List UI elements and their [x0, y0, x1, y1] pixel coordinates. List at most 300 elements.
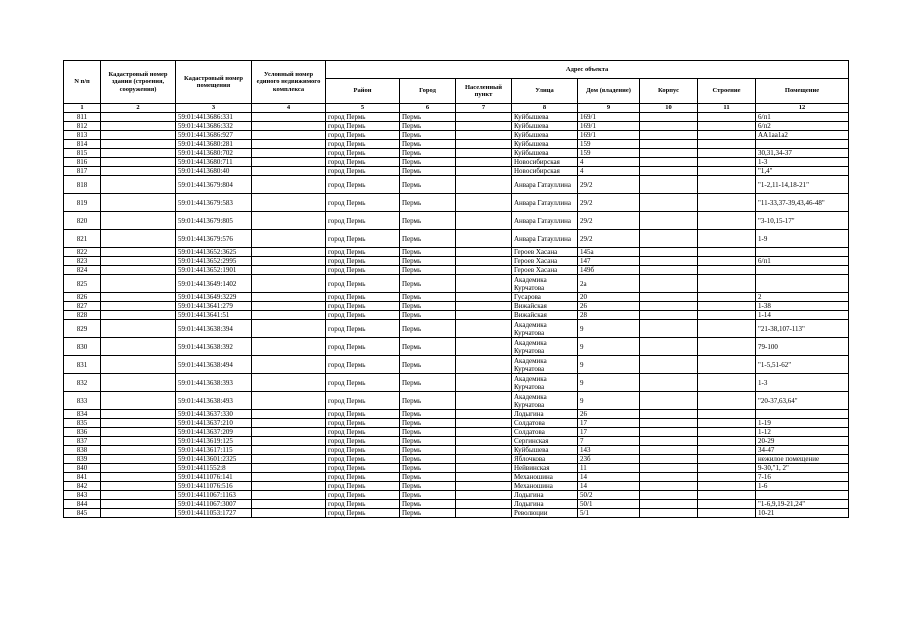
building-cell	[698, 392, 756, 410]
city-cell: Пермь	[400, 122, 456, 131]
header-house: Дом (владение)	[578, 79, 640, 104]
header-building: Строение	[698, 79, 756, 104]
district-cell: город Пермь	[326, 482, 400, 491]
room-cadastral-cell: 59:01:4413652:1901	[176, 266, 252, 275]
city-cell: Пермь	[400, 446, 456, 455]
row-number: 817	[64, 167, 101, 176]
table-row	[64, 392, 849, 410]
building-cadastral-cell	[101, 410, 176, 419]
street-cell: Куйбышева	[512, 122, 578, 131]
corpus-cell	[640, 131, 698, 140]
house-cell: 159	[578, 149, 640, 158]
room-cell: 30,31,34-37	[756, 149, 849, 158]
settlement-cell	[456, 464, 512, 473]
room-cell: 9-30,"1, 2"	[756, 464, 849, 473]
room-cadastral-cell: 59:01:4413619:125	[176, 437, 252, 446]
settlement-cell	[456, 473, 512, 482]
house-cell: 26	[578, 410, 640, 419]
city-cell: Пермь	[400, 194, 456, 212]
building-cell	[698, 446, 756, 455]
building-cadastral-cell	[101, 212, 176, 230]
building-cell	[698, 248, 756, 257]
city-cell: Пермь	[400, 320, 456, 338]
district-cell: город Пермь	[326, 122, 400, 131]
corpus-cell	[640, 257, 698, 266]
building-cell	[698, 122, 756, 131]
table-body	[64, 113, 849, 518]
header-corpus: Корпус	[640, 79, 698, 104]
header-city: Город	[400, 79, 456, 104]
room-cadastral-cell: 59:01:4413652:3625	[176, 248, 252, 257]
table-row	[64, 302, 849, 311]
table-row	[64, 338, 849, 356]
room-cadastral-cell: 59:01:4413686:927	[176, 131, 252, 140]
corpus-cell	[640, 491, 698, 500]
district-cell: город Пермь	[326, 293, 400, 302]
district-cell: город Пермь	[326, 320, 400, 338]
room-cadastral-cell: 59:01:4411076:516	[176, 482, 252, 491]
building-cell	[698, 113, 756, 122]
settlement-cell	[456, 140, 512, 149]
building-cell	[698, 167, 756, 176]
city-cell: Пермь	[400, 356, 456, 374]
house-cell: 29/2	[578, 212, 640, 230]
complex-number-cell	[252, 491, 326, 500]
city-cell: Пермь	[400, 302, 456, 311]
building-cell	[698, 158, 756, 167]
street-cell: Сергинская	[512, 437, 578, 446]
room-cadastral-cell: 59:01:4413637:210	[176, 419, 252, 428]
house-cell: 11	[578, 464, 640, 473]
complex-number-cell	[252, 293, 326, 302]
district-cell: город Пермь	[326, 410, 400, 419]
street-cell: Анвара Гатауллина	[512, 230, 578, 248]
street-cell: Лодыгина	[512, 410, 578, 419]
city-cell: Пермь	[400, 464, 456, 473]
settlement-cell	[456, 167, 512, 176]
settlement-cell	[456, 509, 512, 518]
building-cell	[698, 140, 756, 149]
city-cell: Пермь	[400, 410, 456, 419]
building-cadastral-cell	[101, 356, 176, 374]
room-cell	[756, 248, 849, 257]
district-cell: город Пермь	[326, 302, 400, 311]
settlement-cell	[456, 311, 512, 320]
table-row	[64, 509, 849, 518]
city-cell: Пермь	[400, 437, 456, 446]
building-cadastral-cell	[101, 131, 176, 140]
corpus-cell	[640, 167, 698, 176]
city-cell: Пермь	[400, 275, 456, 293]
row-number: 814	[64, 140, 101, 149]
row-number: 842	[64, 482, 101, 491]
district-cell: город Пермь	[326, 140, 400, 149]
complex-number-cell	[252, 437, 326, 446]
house-cell: 5/1	[578, 509, 640, 518]
table-row	[64, 122, 849, 131]
table-row	[64, 311, 849, 320]
building-cadastral-cell	[101, 266, 176, 275]
settlement-cell	[456, 320, 512, 338]
building-cell	[698, 275, 756, 293]
corpus-cell	[640, 149, 698, 158]
room-cadastral-cell: 59:01:4413637:330	[176, 410, 252, 419]
street-cell: Академика Курчатова	[512, 392, 578, 410]
room-cadastral-cell: 59:01:4413679:804	[176, 176, 252, 194]
complex-number-cell	[252, 338, 326, 356]
building-cell	[698, 194, 756, 212]
building-cell	[698, 311, 756, 320]
column-number: 5	[326, 104, 400, 113]
building-cell	[698, 464, 756, 473]
street-cell: Героев Хасана	[512, 257, 578, 266]
building-cadastral-cell	[101, 194, 176, 212]
table-row	[64, 194, 849, 212]
corpus-cell	[640, 275, 698, 293]
house-cell: 169/1	[578, 113, 640, 122]
table-row	[64, 230, 849, 248]
room-cell: 1-19	[756, 419, 849, 428]
room-cell: 1-3	[756, 374, 849, 392]
city-cell: Пермь	[400, 248, 456, 257]
room-cell: 10-21	[756, 509, 849, 518]
building-cadastral-cell	[101, 113, 176, 122]
column-number: 11	[698, 104, 756, 113]
house-cell: 23б	[578, 455, 640, 464]
corpus-cell	[640, 176, 698, 194]
corpus-cell	[640, 320, 698, 338]
table-row	[64, 473, 849, 482]
room-cadastral-cell: 59:01:4413686:332	[176, 122, 252, 131]
row-number: 838	[64, 446, 101, 455]
house-cell: 9	[578, 374, 640, 392]
room-cell: 7-16	[756, 473, 849, 482]
corpus-cell	[640, 356, 698, 374]
street-cell: Анвара Гатауллина	[512, 194, 578, 212]
house-cell: 14	[578, 482, 640, 491]
header-room: Помещение	[756, 79, 849, 104]
street-cell: Анвара Гатауллина	[512, 176, 578, 194]
complex-number-cell	[252, 131, 326, 140]
settlement-cell	[456, 266, 512, 275]
row-number: 837	[64, 437, 101, 446]
building-cadastral-cell	[101, 455, 176, 464]
district-cell: город Пермь	[326, 374, 400, 392]
room-cell: 20-29	[756, 437, 849, 446]
street-cell: Гусарова	[512, 293, 578, 302]
building-cadastral-cell	[101, 500, 176, 509]
room-cell	[756, 410, 849, 419]
room-cadastral-cell: 59:01:4413652:2995	[176, 257, 252, 266]
table-row	[64, 275, 849, 293]
street-cell: Академика Курчатова	[512, 338, 578, 356]
settlement-cell	[456, 446, 512, 455]
settlement-cell	[456, 194, 512, 212]
room-cadastral-cell: 59:01:4413679:583	[176, 194, 252, 212]
city-cell: Пермь	[400, 392, 456, 410]
room-cadastral-cell: 59:01:4413680:281	[176, 140, 252, 149]
building-cadastral-cell	[101, 320, 176, 338]
building-cadastral-cell	[101, 302, 176, 311]
street-cell: Куйбышева	[512, 113, 578, 122]
house-cell: 9	[578, 338, 640, 356]
table-row	[64, 167, 849, 176]
building-cell	[698, 410, 756, 419]
room-cell	[756, 266, 849, 275]
street-cell: Новосибирская	[512, 158, 578, 167]
building-cadastral-cell	[101, 167, 176, 176]
row-number: 836	[64, 428, 101, 437]
room-cadastral-cell: 59:01:4413638:494	[176, 356, 252, 374]
header-settlement: Населенный пункт	[456, 79, 512, 104]
row-number: 830	[64, 338, 101, 356]
district-cell: город Пермь	[326, 437, 400, 446]
building-cadastral-cell	[101, 419, 176, 428]
house-cell: 169/1	[578, 122, 640, 131]
corpus-cell	[640, 455, 698, 464]
house-cell: 4	[578, 158, 640, 167]
room-cell: 1-14	[756, 311, 849, 320]
table-row	[64, 266, 849, 275]
settlement-cell	[456, 356, 512, 374]
complex-number-cell	[252, 149, 326, 158]
complex-number-cell	[252, 473, 326, 482]
building-cell	[698, 473, 756, 482]
street-cell: Героев Хасана	[512, 248, 578, 257]
header-street: Улица	[512, 79, 578, 104]
house-cell: 29/2	[578, 230, 640, 248]
complex-number-cell	[252, 176, 326, 194]
district-cell: город Пермь	[326, 311, 400, 320]
room-cell: 1-6	[756, 482, 849, 491]
complex-number-cell	[252, 212, 326, 230]
complex-number-cell	[252, 392, 326, 410]
complex-number-cell	[252, 140, 326, 149]
room-cell: "3-10,15-17"	[756, 212, 849, 230]
corpus-cell	[640, 410, 698, 419]
settlement-cell	[456, 338, 512, 356]
city-cell: Пермь	[400, 509, 456, 518]
settlement-cell	[456, 275, 512, 293]
complex-number-cell	[252, 230, 326, 248]
settlement-cell	[456, 230, 512, 248]
corpus-cell	[640, 509, 698, 518]
district-cell: город Пермь	[326, 194, 400, 212]
row-number: 832	[64, 374, 101, 392]
header-building-cadastral: Кадастровый номер здания (строения, сооружения)	[101, 61, 176, 104]
registry-table	[63, 60, 849, 518]
building-cadastral-cell	[101, 248, 176, 257]
house-cell: 7	[578, 437, 640, 446]
table-row	[64, 419, 849, 428]
building-cadastral-cell	[101, 176, 176, 194]
district-cell: город Пермь	[326, 257, 400, 266]
building-cell	[698, 293, 756, 302]
building-cadastral-cell	[101, 149, 176, 158]
district-cell: город Пермь	[326, 131, 400, 140]
corpus-cell	[640, 113, 698, 122]
building-cadastral-cell	[101, 446, 176, 455]
building-cell	[698, 176, 756, 194]
room-cadastral-cell: 59:01:4413680:711	[176, 158, 252, 167]
street-cell: Академика Курчатова	[512, 374, 578, 392]
house-cell: 9	[578, 392, 640, 410]
settlement-cell	[456, 212, 512, 230]
room-cell: 1-3	[756, 158, 849, 167]
corpus-cell	[640, 473, 698, 482]
city-cell: Пермь	[400, 491, 456, 500]
city-cell: Пермь	[400, 311, 456, 320]
room-cadastral-cell: 59:01:4413649:1402	[176, 275, 252, 293]
room-cadastral-cell: 59:01:4411053:1727	[176, 509, 252, 518]
complex-number-cell	[252, 248, 326, 257]
building-cell	[698, 257, 756, 266]
room-cadastral-cell: 59:01:4413638:493	[176, 392, 252, 410]
table-row	[64, 500, 849, 509]
complex-number-cell	[252, 464, 326, 473]
row-number: 828	[64, 311, 101, 320]
settlement-cell	[456, 293, 512, 302]
corpus-cell	[640, 482, 698, 491]
district-cell: город Пермь	[326, 473, 400, 482]
room-cadastral-cell: 59:01:4413638:392	[176, 338, 252, 356]
corpus-cell	[640, 500, 698, 509]
table-row	[64, 149, 849, 158]
building-cadastral-cell	[101, 293, 176, 302]
room-cell: 2	[756, 293, 849, 302]
row-number: 839	[64, 455, 101, 464]
column-number: 2	[101, 104, 176, 113]
building-cell	[698, 500, 756, 509]
table-row	[64, 446, 849, 455]
building-cell	[698, 131, 756, 140]
street-cell: Куйбышева	[512, 140, 578, 149]
street-cell: Механошина	[512, 473, 578, 482]
building-cadastral-cell	[101, 428, 176, 437]
room-cell: АА1аа1а2	[756, 131, 849, 140]
row-number: 823	[64, 257, 101, 266]
house-cell: 20	[578, 293, 640, 302]
settlement-cell	[456, 158, 512, 167]
table-row	[64, 320, 849, 338]
building-cell	[698, 491, 756, 500]
city-cell: Пермь	[400, 374, 456, 392]
row-number: 843	[64, 491, 101, 500]
complex-number-cell	[252, 356, 326, 374]
building-cell	[698, 374, 756, 392]
complex-number-cell	[252, 320, 326, 338]
district-cell: город Пермь	[326, 275, 400, 293]
row-number: 826	[64, 293, 101, 302]
row-number: 835	[64, 419, 101, 428]
building-cadastral-cell	[101, 509, 176, 518]
corpus-cell	[640, 122, 698, 131]
corpus-cell	[640, 140, 698, 149]
room-cell	[756, 491, 849, 500]
complex-number-cell	[252, 266, 326, 275]
house-cell: 28	[578, 311, 640, 320]
city-cell: Пермь	[400, 212, 456, 230]
corpus-cell	[640, 446, 698, 455]
settlement-cell	[456, 491, 512, 500]
settlement-cell	[456, 455, 512, 464]
building-cadastral-cell	[101, 338, 176, 356]
room-cell: "1-2,11-14,18-21"	[756, 176, 849, 194]
district-cell: город Пермь	[326, 338, 400, 356]
settlement-cell	[456, 131, 512, 140]
street-cell: Вижайская	[512, 311, 578, 320]
complex-number-cell	[252, 194, 326, 212]
settlement-cell	[456, 149, 512, 158]
complex-number-cell	[252, 311, 326, 320]
building-cadastral-cell	[101, 311, 176, 320]
row-number: 813	[64, 131, 101, 140]
room-cadastral-cell: 59:01:4413601:2325	[176, 455, 252, 464]
header-district: Район	[326, 79, 400, 104]
building-cadastral-cell	[101, 230, 176, 248]
corpus-cell	[640, 464, 698, 473]
room-cadastral-cell: 59:01:4411076:141	[176, 473, 252, 482]
complex-number-cell	[252, 500, 326, 509]
room-cadastral-cell: 59:01:4413638:394	[176, 320, 252, 338]
settlement-cell	[456, 392, 512, 410]
street-cell: Яблочкова	[512, 455, 578, 464]
district-cell: город Пермь	[326, 266, 400, 275]
street-cell: Новосибирская	[512, 167, 578, 176]
complex-number-cell	[252, 410, 326, 419]
room-cadastral-cell: 59:01:4411552:8	[176, 464, 252, 473]
room-cell: "1-6,9,19-21,24"	[756, 500, 849, 509]
corpus-cell	[640, 437, 698, 446]
street-cell: Куйбышева	[512, 131, 578, 140]
district-cell: город Пермь	[326, 419, 400, 428]
room-cadastral-cell: 59:01:4413638:393	[176, 374, 252, 392]
building-cell	[698, 302, 756, 311]
complex-number-cell	[252, 113, 326, 122]
table-row	[64, 293, 849, 302]
city-cell: Пермь	[400, 482, 456, 491]
complex-number-cell	[252, 428, 326, 437]
house-cell: 143	[578, 446, 640, 455]
building-cell	[698, 455, 756, 464]
building-cadastral-cell	[101, 392, 176, 410]
building-cadastral-cell	[101, 437, 176, 446]
city-cell: Пермь	[400, 473, 456, 482]
house-cell: 50/1	[578, 500, 640, 509]
city-cell: Пермь	[400, 428, 456, 437]
row-number: 811	[64, 113, 101, 122]
house-cell: 14	[578, 473, 640, 482]
settlement-cell	[456, 500, 512, 509]
row-number: 834	[64, 410, 101, 419]
settlement-cell	[456, 437, 512, 446]
row-number: 844	[64, 500, 101, 509]
column-number: 7	[456, 104, 512, 113]
settlement-cell	[456, 419, 512, 428]
city-cell: Пермь	[400, 455, 456, 464]
room-cell: 34-47	[756, 446, 849, 455]
table-row	[64, 176, 849, 194]
city-cell: Пермь	[400, 176, 456, 194]
column-number: 1	[64, 104, 101, 113]
district-cell: город Пермь	[326, 230, 400, 248]
table-row	[64, 410, 849, 419]
row-number: 840	[64, 464, 101, 473]
settlement-cell	[456, 176, 512, 194]
row-number: 845	[64, 509, 101, 518]
row-number: 822	[64, 248, 101, 257]
table-row	[64, 257, 849, 266]
